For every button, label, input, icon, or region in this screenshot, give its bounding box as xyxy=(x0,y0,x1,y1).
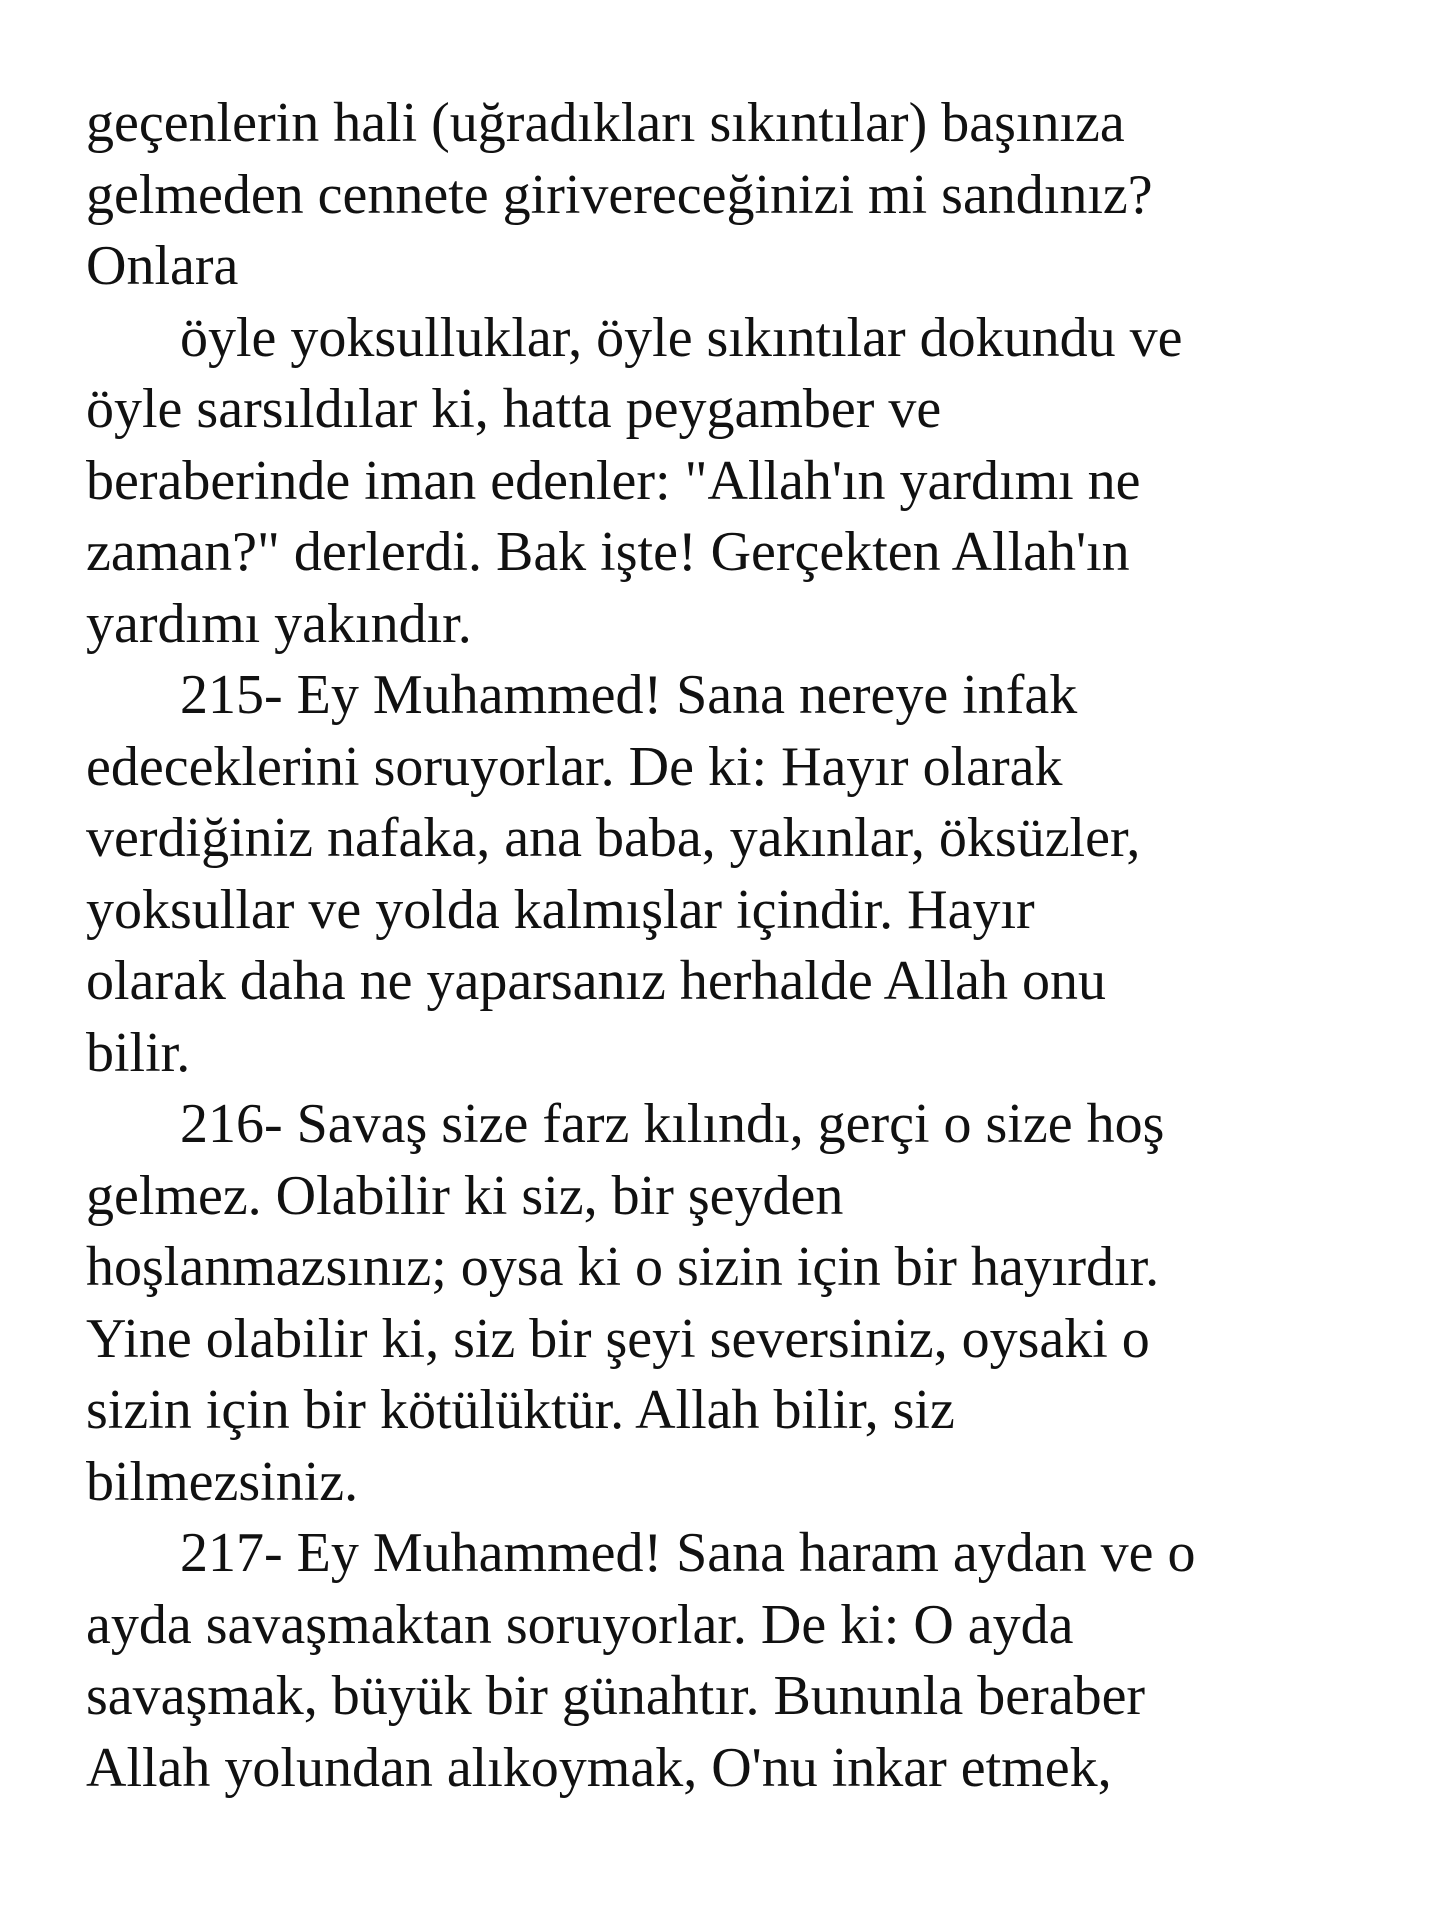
text-line: gelmez. Olabilir ki siz, bir şeyden xyxy=(86,1164,844,1227)
text-line: bilir. xyxy=(86,1021,191,1084)
text-line: ayda savaşmaktan soruyorlar. De ki: O ayda xyxy=(86,1593,1074,1656)
text-line: Onlara xyxy=(86,235,239,297)
text-line: bilmezsiniz. xyxy=(86,1450,359,1513)
text-line: savaşmak, büyük bir günahtır. Bununla beraber xyxy=(86,1665,1146,1727)
text-line: zaman?" derlerdi. Bak işte! Gerçekten Allah'ın xyxy=(86,521,1130,583)
text-line: yardımı yakındır. xyxy=(86,592,472,655)
text-line: 217- Ey Muhammed! Sana haram aydan ve o xyxy=(180,1522,1196,1584)
text-line: yoksullar ve yolda kalmışlar içindir. Hayır xyxy=(86,878,1035,941)
text-line: öyle yoksulluklar, öyle sıkıntılar dokundu ve xyxy=(180,306,1183,369)
text-line: hoşlanmazsınız; oysa ki o sizin için bir hayırdır. xyxy=(86,1236,1160,1298)
page-text xyxy=(86,88,1426,1804)
text-line: 215- Ey Muhammed! Sana nereye infak xyxy=(180,664,1078,726)
text-line: gelmeden cennete girivereceğinizi mi sandınız? xyxy=(86,163,1153,226)
text-line: öyle sarsıldılar ki, hatta peygamber ve xyxy=(86,378,942,440)
text-line: Yine olabilir ki, siz bir şeyi seversiniz, oysaki o xyxy=(86,1307,1150,1370)
text-line: beraberinde iman edenler: "Allah'ın yardımı ne xyxy=(86,449,1141,512)
text-line: geçenlerin hali (uğradıkları sıkıntılar) başınıza xyxy=(86,92,1125,154)
text-line: olarak daha ne yaparsanız herhalde Allah onu xyxy=(86,950,1107,1012)
text-line: edeceklerini soruyorlar. De ki: Hayır olarak xyxy=(86,735,1063,798)
text-line: Allah yolundan alıkoymak, O'nu inkar etmek, xyxy=(86,1736,1112,1799)
text-line: verdiğiniz nafaka, ana baba, yakınlar, öksüzler, xyxy=(86,807,1141,869)
text-line: sizin için bir kötülüktür. Allah bilir, siz xyxy=(86,1379,955,1441)
text-line: 216- Savaş size farz kılındı, gerçi o size hoş xyxy=(180,1093,1165,1155)
